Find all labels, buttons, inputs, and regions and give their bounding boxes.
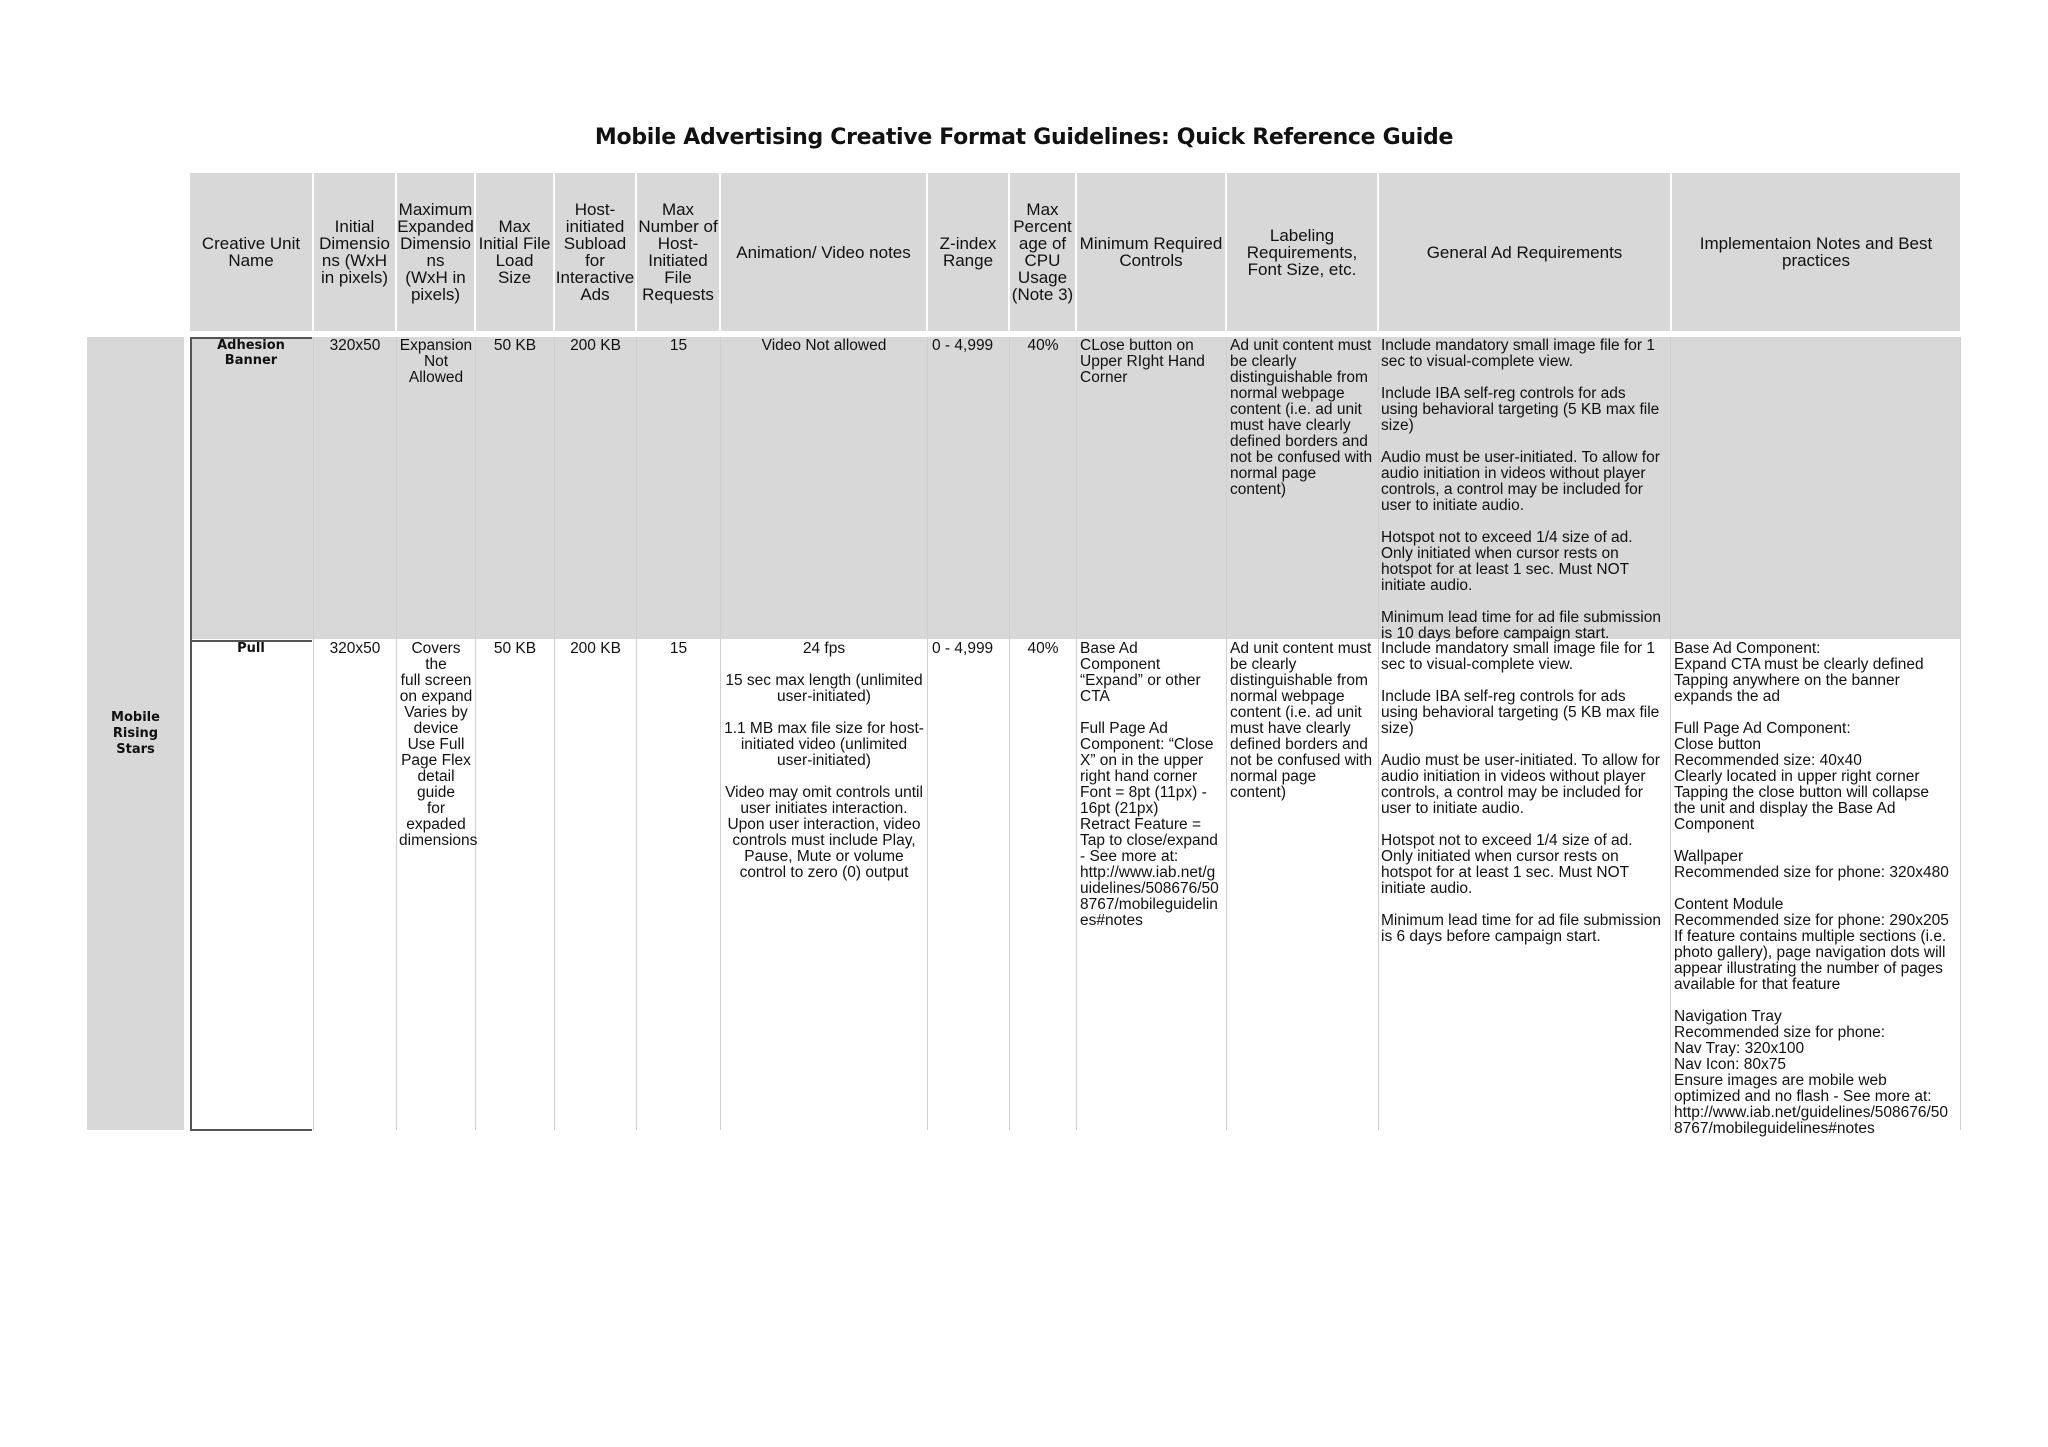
- column-divider: [1670, 337, 1671, 1130]
- table-header: [190, 173, 1960, 331]
- initial-file-load: 50 KB: [493, 337, 537, 354]
- column-header-z-index-range: Z-index Range: [928, 173, 1008, 331]
- column-divider: [1226, 337, 1227, 1130]
- column-header-host-initiated-subload: Host- initiated Subload for Interactive Ads: [555, 173, 635, 331]
- column-header-implementation-notes: Implementaion Notes and Best practices: [1672, 173, 1960, 331]
- column-divider: [475, 337, 476, 1130]
- column-divider: [1076, 337, 1077, 1130]
- initial-file-load: 50 KB: [493, 640, 537, 657]
- column-header-maximum-expanded-dimensions: Maximum Expanded Dimensio ns (WxH in pixels): [397, 173, 474, 331]
- general-ad-requirements: Include mandatory small image file for 1 sec to visual-complete view. Include IBA self-reg controls for ads using behavioral targeting (5 KB max file size) Audio must be user-initiated. To allow for audio initiation in videos without player controls, a control may be included for user to initiate audio. Hotspot not to exceed 1/4 size of ad. Only initiated when cursor rests on hotspot for at least 1 sec. Must NOT initiate audio. Minimum lead time for ad file submission is 10 days before campaign start.: [1381, 337, 1661, 642]
- general-ad-requirements: Include mandatory small image file for 1 sec to visual-complete view. Include IBA self-reg controls for ads using behavioral targeting (5 KB max file size) Audio must be user-initiated. To allow for audio initiation in videos without player controls, a control may be included for user to initiate audio. Hotspot not to exceed 1/4 size of ad. Only initiated when cursor rests on hotspot for at least 1 sec. Must NOT initiate audio. Minimum lead time for ad file submission is 6 days before campaign start.: [1381, 640, 1661, 945]
- column-header-initial-dimensions: Initial Dimensio ns (WxH in pixels): [314, 173, 395, 331]
- column-header-max-initial-file-load: Max Initial File Load Size: [476, 173, 553, 331]
- z-index-range: 0 - 4,999: [932, 640, 994, 657]
- cpu-usage: 40%: [1027, 337, 1059, 354]
- file-requests: 15: [669, 337, 688, 354]
- column-divider: [313, 337, 314, 1130]
- row-group-label: Mobile Rising Stars: [87, 337, 184, 1130]
- labeling-requirements: Ad unit content must be clearly distinguishable from normal webpage content (i.e. ad unit must have clearly defined borders and not be confused with normal page content): [1230, 337, 1373, 498]
- required-controls: CLose button on Upper RIght Hand Corner: [1080, 337, 1205, 386]
- unit-name-cell: [190, 640, 312, 1131]
- column-header-labeling-requirements: Labeling Requirements, Font Size, etc.: [1227, 173, 1377, 331]
- column-divider: [1009, 337, 1010, 1130]
- cpu-usage: 40%: [1027, 640, 1059, 657]
- unit-name: Pull: [237, 641, 265, 656]
- column-header-creative-unit-name: Creative Unit Name: [190, 173, 312, 331]
- column-header-max-host-initiated-requests: Max Number of Host- Initiated File Requests: [637, 173, 719, 331]
- animation-notes: Video Not allowed: [761, 337, 887, 354]
- initial-dimensions: 320x50: [329, 337, 381, 354]
- subload: 200 KB: [570, 337, 621, 354]
- page-title: Mobile Advertising Creative Format Guidelines: Quick Reference Guide: [594, 125, 1454, 150]
- file-requests: 15: [669, 640, 688, 657]
- animation-notes: 24 fps 15 sec max length (unlimited user-initiated) 1.1 MB max file size for host- initiated video (unlimited user-initiated) Video may omit controls until user initiates interaction. Upon user interaction, video controls must include Play, Pause, Mute or volume control to zero (0) output: [724, 640, 924, 881]
- column-divider: [554, 337, 555, 1130]
- expanded-dimensions: Expansion Not Allowed: [399, 337, 473, 386]
- z-index-range: 0 - 4,999: [932, 337, 994, 354]
- labeling-requirements: Ad unit content must be clearly distinguishable from normal webpage content (i.e. ad unit must have clearly defined borders and not be confused with normal page content): [1230, 640, 1373, 801]
- column-header-minimum-required-controls: Minimum Required Controls: [1077, 173, 1225, 331]
- required-controls: Base Ad Component “Expand” or other CTA Full Page Ad Component: “Close X” on in the upper right hand corner Font = 8pt (11px) - 16pt (21px) Retract Feature = Tap to close/expand - See more at: http://www.iab.net/g uidelines/508676/50 8767/mobileguidelin es#notes: [1080, 640, 1219, 929]
- column-divider: [927, 337, 928, 1130]
- unit-name-cell: [190, 337, 312, 640]
- expanded-dimensions: Covers the full screen on expand Varies by device Use Full Page Flex detail guide for expaded dimensions: [399, 640, 478, 849]
- initial-dimensions: 320x50: [329, 640, 381, 657]
- column-divider: [636, 337, 637, 1130]
- column-divider: [1960, 337, 1961, 1130]
- implementation-notes: Base Ad Component: Expand CTA must be clearly defined Tapping anywhere on the banner expands the ad Full Page Ad Component: Close button Recommended size: 40x40 Clearly located in upper right corner Tapping the close button will collapse the unit and display the Base Ad Component Wallpaper Recommended size for phone: 320x480 Content Module Recommended size for phone: 290x205 If feature contains multiple sections (i.e. photo gallery), page navigation dots will appear illustrating the number of pages available for that feature Navigation Tray Recommended size for phone: Nav Tray: 320x100 Nav Icon: 80x75 Ensure images are mobile web optimized and no flash - See more at: http://www.iab.net/guidelines/508676/50 8767/mobileguidelines#notes: [1674, 640, 1949, 1137]
- unit-name: Adhesion Banner: [217, 338, 285, 368]
- column-header-animation-video-notes: Animation/ Video notes: [721, 173, 926, 331]
- column-header-general-ad-requirements: General Ad Requirements: [1379, 173, 1670, 331]
- subload: 200 KB: [570, 640, 621, 657]
- column-header-max-cpu-usage: Max Percent age of CPU Usage (Note 3): [1010, 173, 1075, 331]
